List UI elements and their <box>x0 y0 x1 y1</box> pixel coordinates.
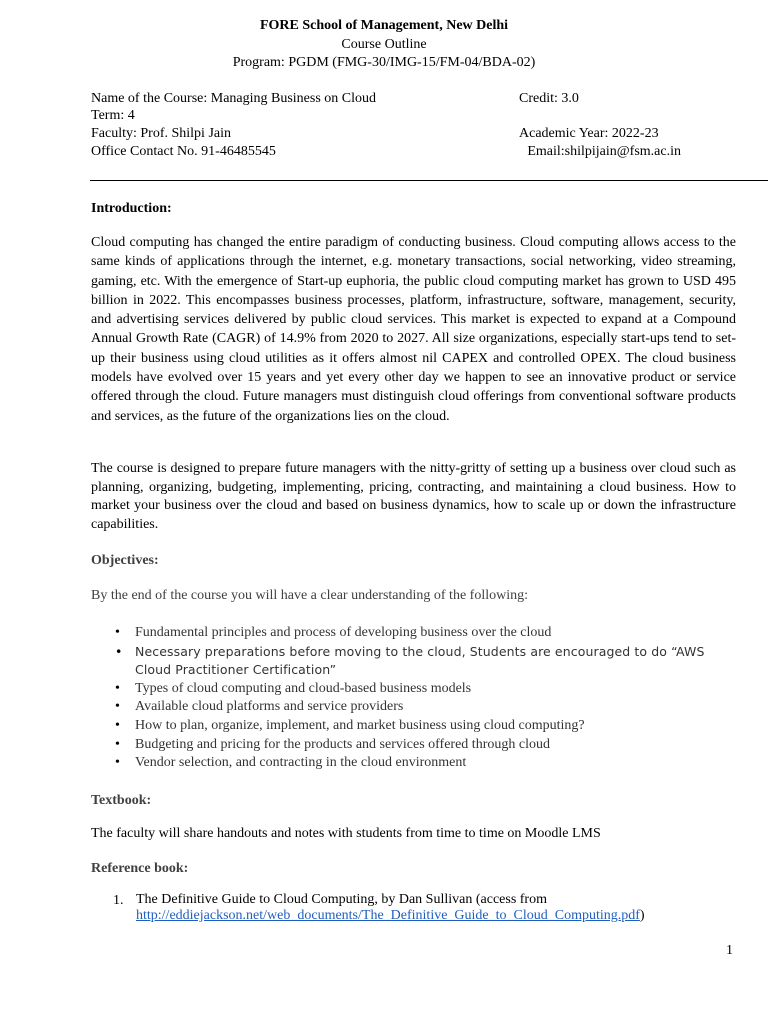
objectives-lead: By the end of the course you will have a clear understanding of the following: <box>91 588 528 603</box>
reference-title: The Definitive Guide to Cloud Computing, by Dan Sullivan (access from <box>136 892 547 907</box>
reference-text <box>136 892 736 924</box>
page-number: 1 <box>726 943 733 958</box>
introduction-paragraph-1: Cloud computing has changed the entire paradigm of conducting business. Cloud computing allows access to the same kinds of applications through the internet, e.g. monetary transactions, social networking, video streaming, gaming, etc. With the emergence of Start-up euphoria, the public cloud computing market has grown to USD 495 billion in 2022. This encompasses business processes, platform, infrastructure, software, management, security, and advertising services delivered by public cloud services. This market is expected to expand at a Compound Annual Growth Rate (CAGR) of 14.9% from 2020 to 2027. All size organizations, especially start-ups tend to set-up their business using cloud utilities as it offers almost nil CAPEX and controlled OPEX. The cloud business models have evolved over 15 years and yet every other day we happen to see an innovative product or service offered through the cloud. Future managers must distinguish cloud offerings from conventional software products and services, as the future of the organizations lies on the cloud. <box>91 235 736 424</box>
objective-item: • Fundamental principles and process of developing business over the cloud <box>115 624 740 643</box>
objectives-list <box>115 624 740 773</box>
objective-item: • Vendor selection, and contracting in the cloud environment <box>115 754 740 773</box>
course-term: Term: 4 <box>91 108 135 123</box>
term-row <box>91 107 681 125</box>
office-contact: Office Contact No. 91-46485545 <box>91 144 276 159</box>
academic-year: Academic Year: 2022-23 <box>519 126 659 141</box>
objective-item: • Budgeting and pricing for the products and services offered through cloud <box>115 736 740 755</box>
textbook-text: The faculty will share handouts and notes with students from time to time on Moodle LMS <box>91 826 601 841</box>
textbook-heading: Textbook: <box>91 793 152 808</box>
reference-link[interactable]: http://eddiejackson.net/web_documents/The_Definitive_Guide_to_Cloud_Computing.pdf <box>136 908 640 923</box>
introduction-heading: Introduction: <box>91 201 172 216</box>
faculty-email: Email:shilpijain@fsm.ac.in <box>527 144 681 159</box>
doc-type: Course Outline <box>341 37 427 52</box>
objective-item: • Necessary preparations before moving to the cloud, Students are encouraged to do “AWS Cloud Practitioner Certification” <box>115 643 740 680</box>
course-credit: Credit: 3.0 <box>519 91 579 106</box>
faculty-name: Faculty: Prof. Shilpi Jain <box>91 126 231 141</box>
objective-item: • How to plan, organize, implement, and market business using cloud computing? <box>115 717 740 736</box>
school-title: FORE School of Management, New Delhi <box>259 18 509 33</box>
program-line: Program: PGDM (FMG-30/IMG-15/FM-04/BDA-02) <box>232 55 536 70</box>
reference-heading: Reference book: <box>91 861 189 876</box>
course-row <box>91 90 681 108</box>
objectives-heading: Objectives: <box>91 553 159 568</box>
objective-item: • Available cloud platforms and service providers <box>115 698 740 717</box>
header-divider <box>90 180 768 181</box>
faculty-row <box>91 125 681 143</box>
reference-suffix: ) <box>639 908 645 923</box>
objective-item: • Types of cloud computing and cloud-based business models <box>115 680 740 699</box>
introduction-paragraph-2: The course is designed to prepare future managers with the nitty-gritty of setting up a business over cloud such as planning, organizing, budgeting, implementing, pricing, contracting, and maintaining a cloud business. How to market your business over the cloud and based on business dynamics, how to scale up or down the infrastructure capabilities. <box>91 461 736 532</box>
reference-number: 1. <box>113 893 124 908</box>
contact-row <box>91 143 681 161</box>
course-name: Name of the Course: Managing Business on Cloud <box>91 91 377 106</box>
